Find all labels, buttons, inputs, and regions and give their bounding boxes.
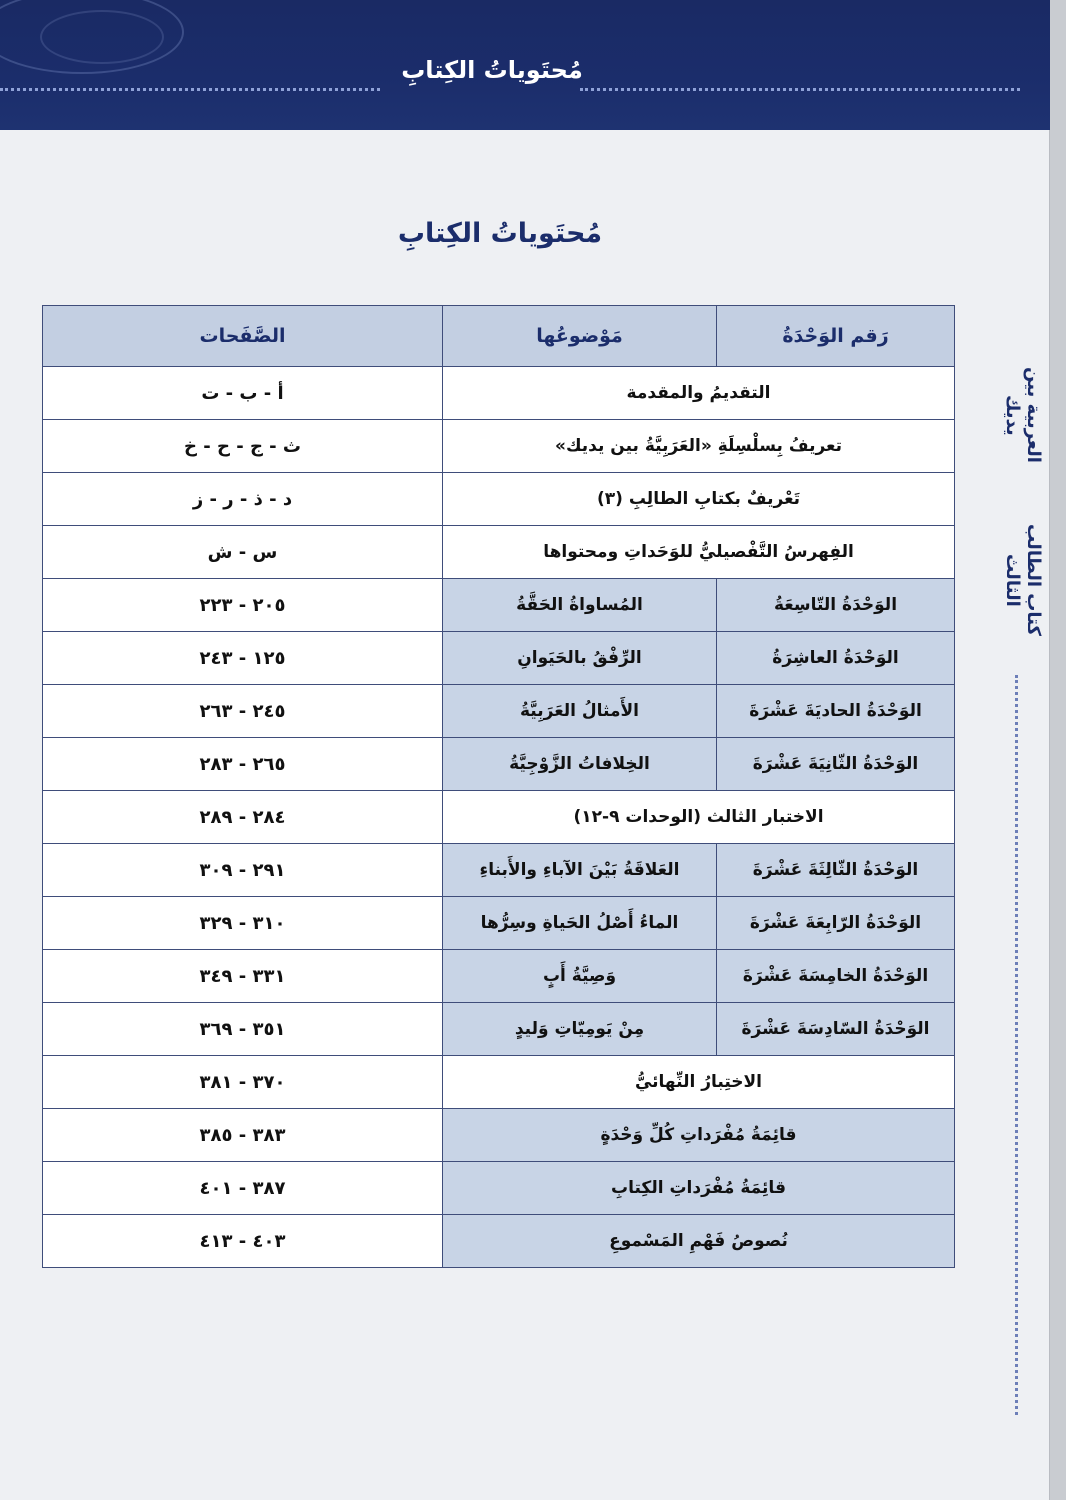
header-dotted-rule	[580, 88, 1020, 95]
row-section-title: قائِمَةُ مُفْرَداتِ كُلِّ وَحْدَةٍ	[443, 1109, 955, 1162]
header-unit: رَقم الوَحْدَةُ	[717, 306, 955, 367]
header-dotted-rule	[0, 88, 380, 95]
table-row	[43, 685, 955, 738]
contents-table	[42, 305, 955, 1268]
row-pages: د - ذ - ر - ز	[43, 473, 443, 526]
row-topic: المُساواةُ الحَقَّةُ	[443, 579, 717, 632]
page-title: مُحتَوياتُ الكِتابِ	[397, 218, 603, 249]
row-unit: الوَحْدَةُ الثّانِيَةَ عَشْرَةَ	[717, 738, 955, 791]
row-topic: العَلاقَةُ بَيْنَ الآباءِ والأَبناءِ	[443, 844, 717, 897]
row-section-title: نُصوصُ فَهْمِ المَسْموعِ	[443, 1215, 955, 1268]
row-section-title: التقديمُ والمقدمة	[443, 367, 955, 420]
table-row	[43, 579, 955, 632]
table-row	[43, 526, 955, 579]
row-pages: ٢٦٥ - ٢٨٣	[43, 738, 443, 791]
table-row	[43, 897, 955, 950]
table-row	[43, 791, 955, 844]
table-row	[43, 1056, 955, 1109]
row-pages: ٢٩١ - ٣٠٩	[43, 844, 443, 897]
table-row	[43, 632, 955, 685]
side-series-title: العربية بين يديك	[1002, 367, 1044, 463]
table-row	[43, 367, 955, 420]
row-pages: ٣٨٣ - ٣٨٥	[43, 1109, 443, 1162]
table-row	[43, 1003, 955, 1056]
row-unit: الوَحْدَةُ السّادِسَةَ عَشْرَةَ	[717, 1003, 955, 1056]
row-pages: ٣٧٠ - ٣٨١	[43, 1056, 443, 1109]
row-unit: الوَحْدَةُ العاشِرَةُ	[717, 632, 955, 685]
row-section-title: الفِهرسُ التَّفْصيليُّ للوَحَداتِ ومحتواها	[443, 526, 955, 579]
row-pages: أ - ب - ت	[43, 367, 443, 420]
row-unit: الوَحْدَةُ الرّابِعَةَ عَشْرَةَ	[717, 897, 955, 950]
row-unit: الوَحْدَةُ الحاديَةَ عَشْرَةَ	[717, 685, 955, 738]
row-section-title: قائِمَةُ مُفْرَداتِ الكِتابِ	[443, 1162, 955, 1215]
table-header-row	[43, 306, 955, 367]
row-unit: الوَحْدَةُ الثّالِثَةَ عَشْرَةَ	[717, 844, 955, 897]
table-row	[43, 950, 955, 1003]
side-dotted-rule	[1015, 675, 1018, 1415]
row-topic: مِنْ يَومِيّاتِ وَليدٍ	[443, 1003, 717, 1056]
table-row	[43, 738, 955, 791]
table-row	[43, 1162, 955, 1215]
row-pages: س - ش	[43, 526, 443, 579]
row-pages: ٢٠٥ - ٢٢٣	[43, 579, 443, 632]
row-pages: ٣٣١ - ٣٤٩	[43, 950, 443, 1003]
row-pages: ث - ج - ح - خ	[43, 420, 443, 473]
row-pages: ٣١٠ - ٣٢٩	[43, 897, 443, 950]
table-row	[43, 420, 955, 473]
header-title: مُحتَوياتُ الكِتابِ	[401, 56, 583, 84]
table-row	[43, 844, 955, 897]
page-edge	[1049, 0, 1066, 1500]
header-pages: الصَّفَحات	[43, 306, 443, 367]
row-section-title: الاختِبارُ النِّهائيُّ	[443, 1056, 955, 1109]
row-pages: ٤٠٣ - ٤١٣	[43, 1215, 443, 1268]
row-section-title: الاختبار الثالث (الوحدات ٩-١٢)	[443, 791, 955, 844]
row-unit: الوَحْدَةُ التّاسِعَةُ	[717, 579, 955, 632]
table-body	[43, 367, 955, 1268]
header-topic: مَوْضوعُها	[443, 306, 717, 367]
row-pages: ٢٤٥ - ٢٦٣	[43, 685, 443, 738]
row-pages: ٢٨٤ - ٢٨٩	[43, 791, 443, 844]
row-topic: الأَمثالُ العَرَبِيَّةُ	[443, 685, 717, 738]
table-row	[43, 1109, 955, 1162]
row-topic: الماءُ أَصْلُ الحَياةِ وسِرُّها	[443, 897, 717, 950]
header-band	[0, 0, 1050, 130]
row-topic: الخِلافاتُ الزَّوْجِيَّةُ	[443, 738, 717, 791]
row-pages: ١٢٥ - ٢٤٣	[43, 632, 443, 685]
row-topic: وَصِيَّةُ أَبٍ	[443, 950, 717, 1003]
row-topic: الرِّفْقُ بالحَيَوانِ	[443, 632, 717, 685]
row-pages: ٣٥١ - ٣٦٩	[43, 1003, 443, 1056]
table-row	[43, 1215, 955, 1268]
row-unit: الوَحْدَةُ الخامِسَةَ عَشْرَةَ	[717, 950, 955, 1003]
row-section-title: تَعْريفٌ بكتابِ الطالِبِ (٣)	[443, 473, 955, 526]
table-row	[43, 473, 955, 526]
side-book-title: كتاب الطالب الثالث	[1002, 524, 1044, 636]
row-section-title: تعريفُ بِسلْسِلَةِ «العَرَبِيَّةُ بين يديك»	[443, 420, 955, 473]
header-ornament	[40, 10, 164, 64]
row-pages: ٣٨٧ - ٤٠١	[43, 1162, 443, 1215]
